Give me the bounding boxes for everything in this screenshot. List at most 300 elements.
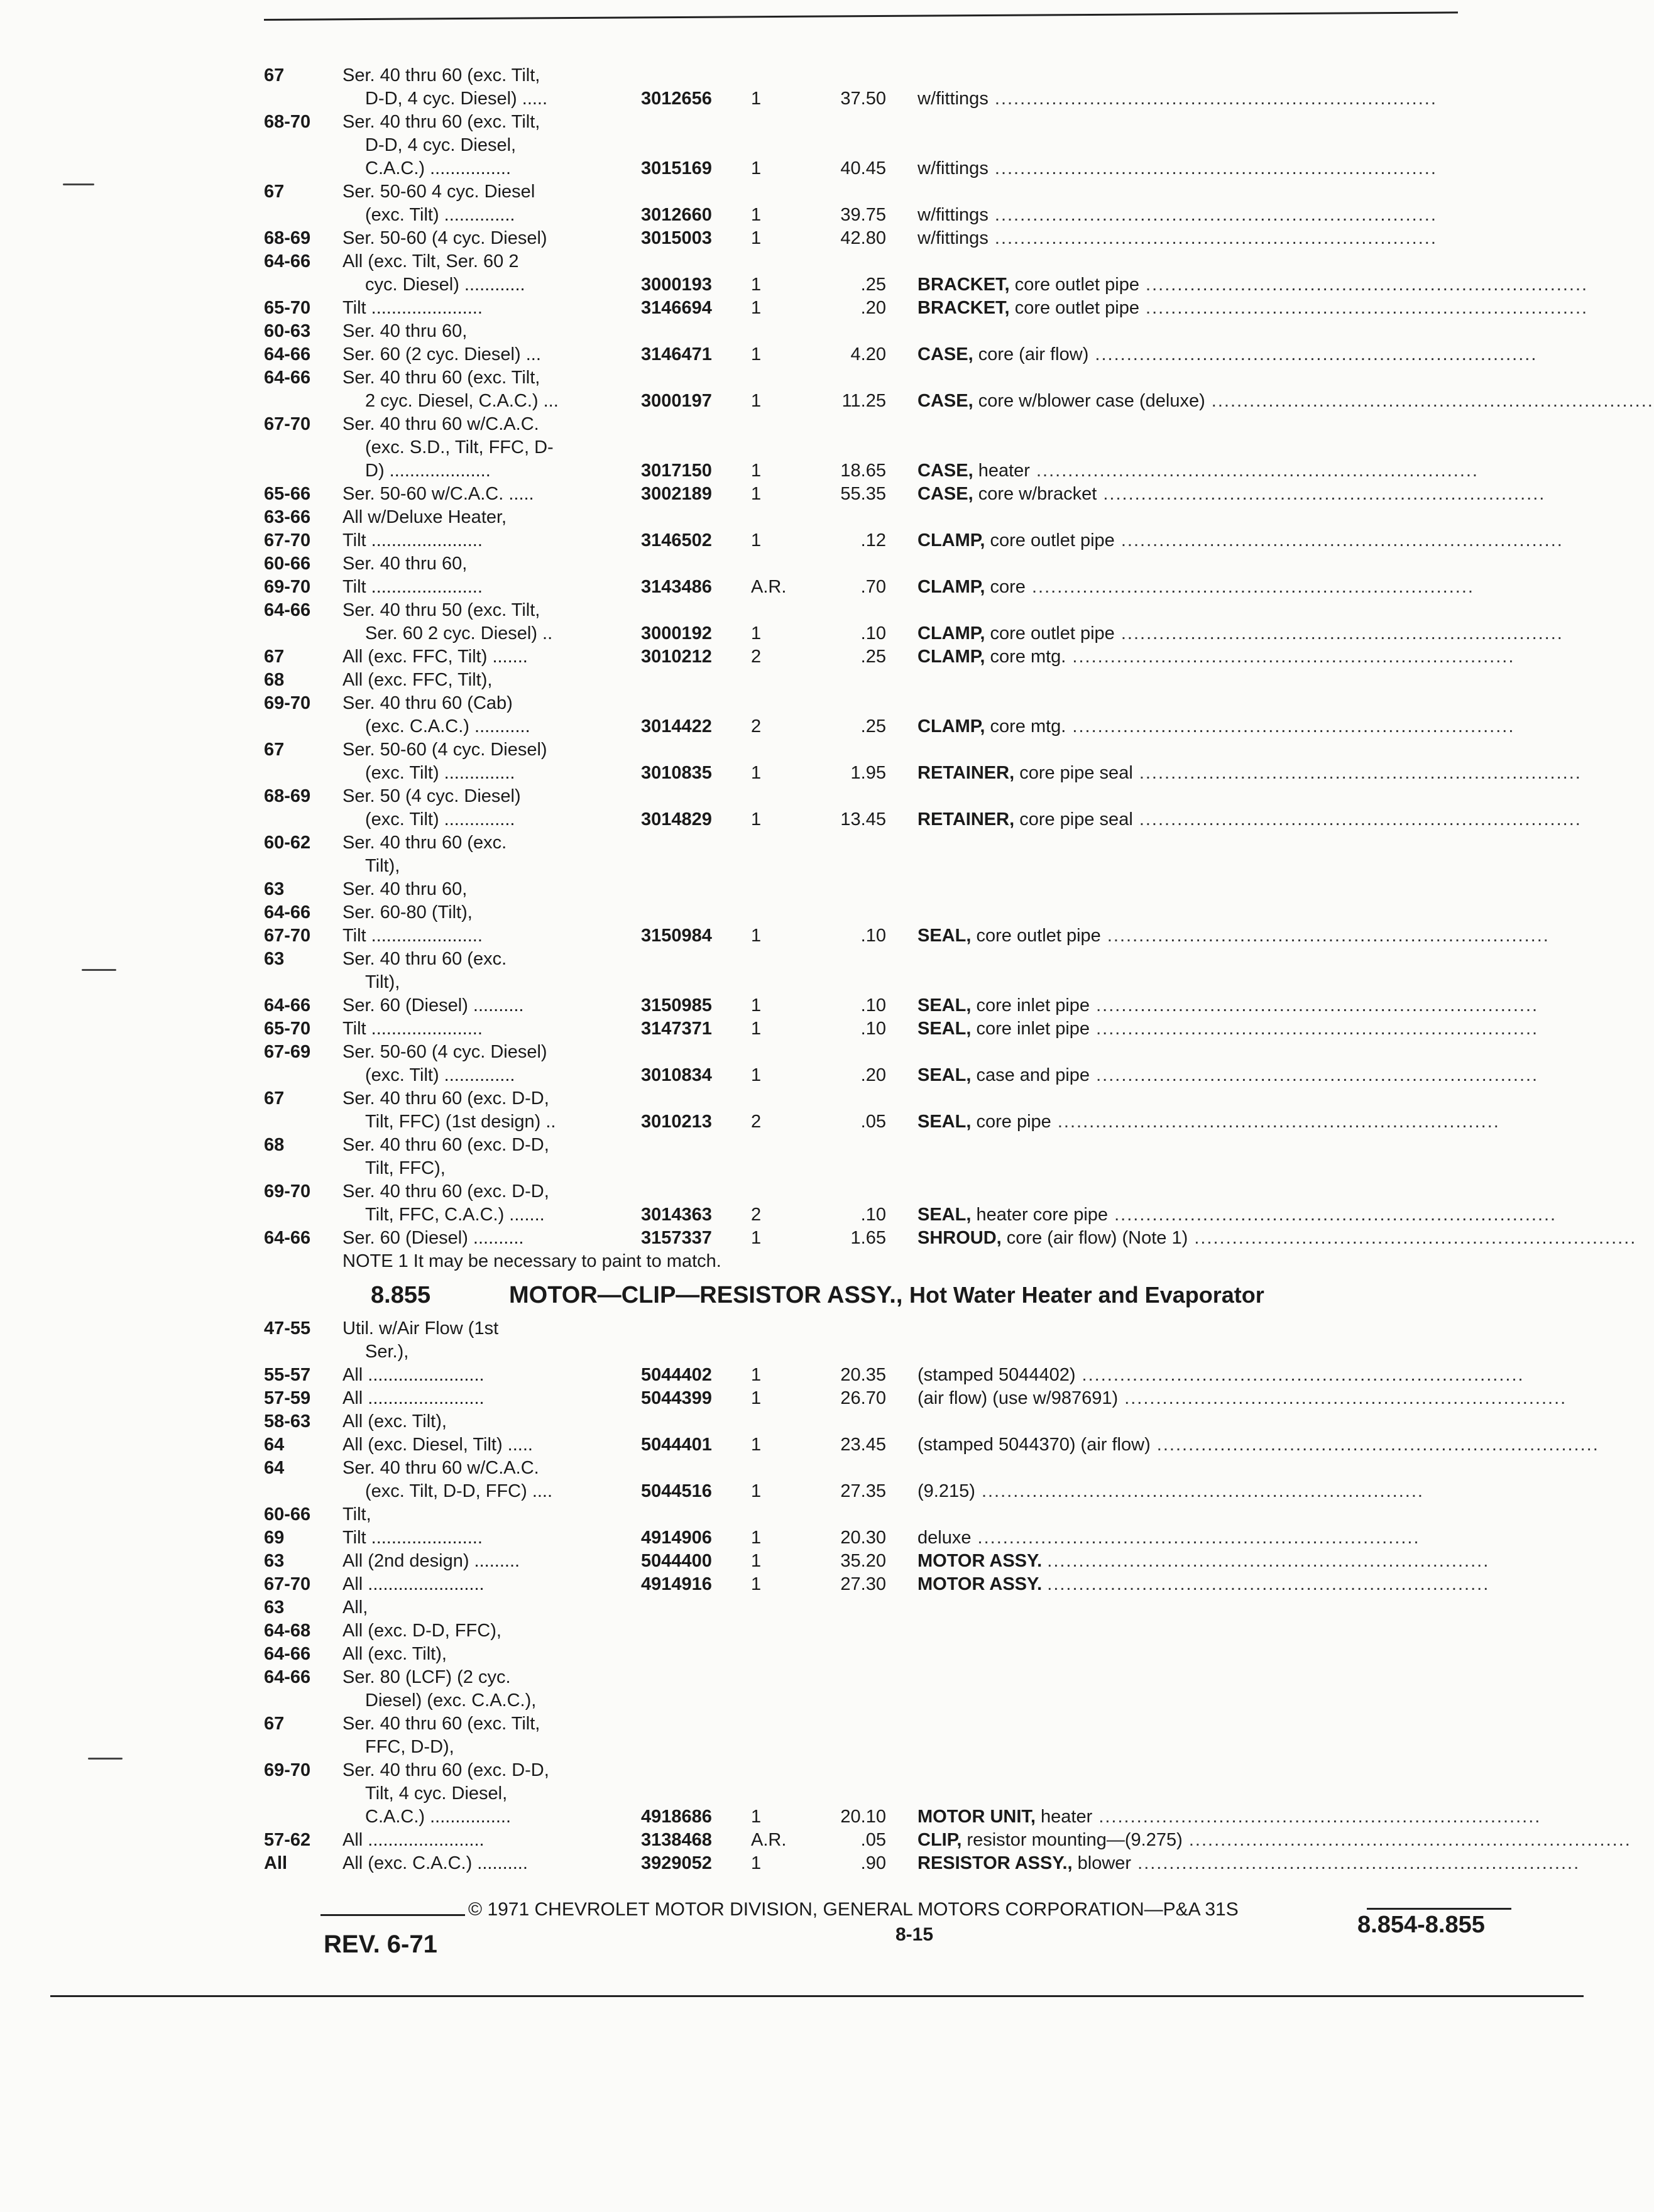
application-text: Ser. 40 thru 60 (Cab) bbox=[342, 693, 513, 713]
part-number-text: 3017150 bbox=[641, 461, 712, 481]
dot-leader: ...................................................................... bbox=[1188, 1228, 1637, 1248]
part-row bbox=[264, 1596, 1508, 1619]
application bbox=[342, 483, 672, 506]
dot-leader: ...................................................................... bbox=[1139, 275, 1589, 295]
quantity bbox=[751, 273, 795, 297]
dot-leader: ...................................................................... bbox=[1132, 809, 1582, 830]
part-number-text: 5044399 bbox=[641, 1388, 712, 1408]
application-text: (exc. Tilt, D-D, FFC) .... bbox=[365, 1481, 553, 1501]
model-years bbox=[264, 1619, 310, 1643]
model-years-text: 64-66 bbox=[264, 1228, 311, 1248]
quantity-text: 1 bbox=[751, 1807, 762, 1827]
application-text: (exc. C.A.C.) ........... bbox=[365, 716, 530, 736]
application bbox=[342, 1573, 672, 1596]
description bbox=[917, 87, 1502, 111]
dot-leader: ...................................................................... bbox=[1114, 530, 1564, 550]
application bbox=[342, 1619, 672, 1643]
price bbox=[817, 459, 886, 483]
part-number bbox=[641, 204, 735, 227]
model-years bbox=[264, 1643, 310, 1666]
part-name: BRACKET, bbox=[917, 275, 1010, 295]
model-years-text: 63 bbox=[264, 1551, 285, 1571]
quantity-text: 1 bbox=[751, 530, 762, 550]
application bbox=[342, 1134, 672, 1157]
application-text: Tilt ...................... bbox=[342, 530, 483, 550]
part-row bbox=[264, 1619, 1508, 1643]
model-years-text: 57-62 bbox=[264, 1830, 311, 1850]
quantity bbox=[751, 1852, 795, 1875]
dot-leader: ...................................................................... bbox=[1182, 1830, 1631, 1850]
application bbox=[342, 576, 672, 599]
model-years-text: 69-70 bbox=[264, 1760, 311, 1780]
model-years bbox=[264, 180, 284, 204]
part-qualifier: core outlet pipe bbox=[1014, 298, 1139, 318]
price bbox=[817, 1387, 886, 1410]
application-text: All ....................... bbox=[342, 1388, 485, 1408]
price-text: 1.95 bbox=[850, 763, 886, 783]
application-text: Ser. 40 thru 60 (exc. D-D, bbox=[342, 1181, 549, 1202]
price bbox=[817, 924, 886, 948]
part-row bbox=[264, 1387, 1567, 1410]
part-row bbox=[264, 204, 1508, 227]
part-row bbox=[264, 64, 1508, 87]
application-text: Ser. 60-80 (Tilt), bbox=[342, 902, 473, 923]
model-years-text: 64 bbox=[264, 1458, 285, 1478]
part-qualifier: heater bbox=[1041, 1807, 1093, 1827]
quantity-text: 1 bbox=[751, 1551, 762, 1571]
model-years-text: 63 bbox=[264, 1597, 285, 1618]
part-name: CLAMP, bbox=[917, 530, 985, 550]
quantity bbox=[751, 297, 795, 320]
dot-leader: ...................................................................... bbox=[1100, 926, 1550, 946]
part-name: SEAL, bbox=[917, 926, 972, 946]
part-row bbox=[264, 1782, 1508, 1805]
price bbox=[817, 1480, 886, 1503]
model-years bbox=[264, 738, 284, 762]
application bbox=[342, 1852, 672, 1875]
part-number bbox=[641, 924, 735, 948]
model-years-text: 60-66 bbox=[264, 1504, 311, 1525]
application bbox=[342, 1503, 672, 1526]
part-number-text: 3012656 bbox=[641, 89, 712, 109]
application-text: Ser. 60 (2 cyc. Diesel) ... bbox=[342, 344, 541, 364]
part-row bbox=[264, 785, 1508, 808]
part-number bbox=[641, 1203, 735, 1227]
part-row bbox=[264, 1227, 1637, 1250]
part-row bbox=[264, 738, 1508, 762]
part-name: SEAL, bbox=[917, 1065, 972, 1085]
price-text: 27.30 bbox=[840, 1574, 886, 1594]
part-qualifier: core w/bracket bbox=[978, 484, 1097, 504]
application-text: Ser. 60 (Diesel) .......... bbox=[342, 1228, 524, 1248]
application bbox=[342, 111, 672, 134]
dot-leader: ...................................................................... bbox=[975, 1481, 1424, 1501]
part-row bbox=[264, 1573, 1508, 1596]
part-row bbox=[264, 483, 1546, 506]
quantity-text: 1 bbox=[751, 995, 762, 1016]
quantity-text: 1 bbox=[751, 275, 762, 295]
model-years-text: 60-63 bbox=[264, 321, 311, 341]
application bbox=[342, 250, 672, 273]
part-row bbox=[264, 1503, 1508, 1526]
model-years-text: 60-62 bbox=[264, 833, 311, 853]
application bbox=[342, 1387, 672, 1410]
part-row bbox=[264, 459, 1508, 483]
price-text: .10 bbox=[860, 1019, 886, 1039]
price-text: .10 bbox=[860, 926, 886, 946]
application bbox=[342, 1041, 672, 1064]
dot-leader: ...................................................................... bbox=[971, 1528, 1420, 1548]
part-row bbox=[264, 1736, 1508, 1759]
model-years bbox=[264, 669, 284, 692]
quantity bbox=[751, 459, 795, 483]
dot-leader: ...................................................................... bbox=[1097, 484, 1546, 504]
application-text: All ....................... bbox=[342, 1365, 485, 1385]
application-text: cyc. Diesel) ............ bbox=[365, 275, 525, 295]
part-name: RETAINER, bbox=[917, 763, 1015, 783]
part-number bbox=[641, 1829, 735, 1852]
model-years-text: 60-66 bbox=[264, 554, 311, 574]
part-row bbox=[264, 1852, 1580, 1875]
part-qualifier: core inlet pipe bbox=[976, 995, 1090, 1016]
model-years bbox=[264, 1410, 310, 1433]
dot-leader: ...................................................................... bbox=[1090, 995, 1539, 1016]
model-years-text: 69 bbox=[264, 1528, 285, 1548]
description bbox=[917, 622, 1564, 645]
part-name: BRACKET, bbox=[917, 298, 1010, 318]
application bbox=[342, 1110, 672, 1134]
part-number bbox=[641, 1550, 735, 1573]
application-text: All (exc. FFC, Tilt), bbox=[342, 670, 493, 690]
application-text: D-D, 4 cyc. Diesel, bbox=[365, 135, 517, 155]
price bbox=[817, 273, 886, 297]
application-text: Ser. 80 (LCF) (2 cyc. bbox=[342, 1667, 511, 1687]
model-years bbox=[264, 1596, 284, 1619]
bottom-rule bbox=[50, 1995, 1584, 1997]
dot-leader: ...................................................................... bbox=[1114, 623, 1564, 643]
part-qualifier: (air flow) (use w/987691) bbox=[917, 1388, 1119, 1408]
model-years bbox=[264, 1829, 310, 1852]
quantity-text: 1 bbox=[751, 809, 762, 830]
application bbox=[342, 878, 672, 901]
model-years bbox=[264, 413, 310, 436]
application bbox=[342, 1087, 672, 1110]
part-row bbox=[264, 622, 1564, 645]
part-name: RESISTOR ASSY., bbox=[917, 1853, 1073, 1873]
price bbox=[817, 1017, 886, 1041]
dot-leader: ...................................................................... bbox=[988, 89, 1437, 109]
model-years-text: 65-66 bbox=[264, 484, 311, 504]
description bbox=[917, 1805, 1542, 1829]
part-name: CLAMP, bbox=[917, 647, 985, 667]
part-name: CLAMP, bbox=[917, 577, 985, 597]
application-text: Tilt), bbox=[365, 972, 400, 992]
binder-mark-3 bbox=[88, 1758, 123, 1760]
model-years bbox=[264, 506, 310, 529]
application bbox=[342, 413, 672, 436]
part-name: CASE, bbox=[917, 344, 973, 364]
price-text: .25 bbox=[860, 647, 886, 667]
binder-mark-1 bbox=[63, 183, 94, 185]
quantity bbox=[751, 87, 795, 111]
part-row bbox=[264, 529, 1564, 552]
application-text: Ser. 40 thru 60 (exc. bbox=[342, 949, 507, 969]
application-text: D) .................... bbox=[365, 461, 491, 481]
model-years bbox=[264, 1227, 310, 1250]
application-text: Ser. 40 thru 60 (exc. bbox=[342, 833, 507, 853]
price-text: .20 bbox=[860, 298, 886, 318]
model-years bbox=[264, 250, 310, 273]
price bbox=[817, 762, 886, 785]
model-years bbox=[264, 1550, 284, 1573]
application bbox=[342, 994, 672, 1017]
part-row bbox=[264, 111, 1508, 134]
application bbox=[342, 1157, 672, 1180]
price bbox=[817, 297, 886, 320]
price-text: 18.65 bbox=[840, 461, 886, 481]
part-number-text: 3143486 bbox=[641, 577, 712, 597]
price-text: 39.75 bbox=[840, 205, 886, 225]
price-text: 20.35 bbox=[840, 1365, 886, 1385]
quantity bbox=[751, 390, 795, 413]
price bbox=[817, 204, 886, 227]
quantity-text: 1 bbox=[751, 1481, 762, 1501]
price bbox=[817, 1227, 886, 1250]
part-qualifier: core inlet pipe bbox=[976, 1019, 1090, 1039]
model-years bbox=[264, 320, 310, 343]
application bbox=[342, 831, 672, 855]
application bbox=[342, 924, 672, 948]
quantity-text: 1 bbox=[751, 484, 762, 504]
part-name: SEAL, bbox=[917, 1205, 972, 1225]
description bbox=[917, 924, 1550, 948]
part-number-text: 3150984 bbox=[641, 926, 712, 946]
quantity bbox=[751, 808, 795, 831]
quantity bbox=[751, 483, 795, 506]
parts-table bbox=[264, 64, 1654, 1875]
application bbox=[342, 645, 672, 669]
price bbox=[817, 808, 886, 831]
application-text: Tilt), bbox=[365, 856, 400, 876]
part-number bbox=[641, 576, 735, 599]
application bbox=[342, 64, 672, 87]
part-row bbox=[264, 1317, 1508, 1340]
part-row bbox=[264, 1064, 1539, 1087]
quantity bbox=[751, 1550, 795, 1573]
part-name: SEAL, bbox=[917, 1019, 972, 1039]
part-row bbox=[264, 1805, 1542, 1829]
part-qualifier: core mtg. bbox=[990, 647, 1066, 667]
application bbox=[342, 506, 672, 529]
application-text: 2 cyc. Diesel, C.A.C.) ... bbox=[365, 391, 559, 411]
model-years-text: 64-66 bbox=[264, 368, 311, 388]
price-text: .10 bbox=[860, 995, 886, 1016]
dot-leader: ...................................................................... bbox=[1131, 1853, 1580, 1873]
application-text: All (exc. FFC, Tilt) ....... bbox=[342, 647, 528, 667]
part-number-text: 3014422 bbox=[641, 716, 712, 736]
dot-leader: ...................................................................... bbox=[1025, 577, 1474, 597]
section-8855-rows bbox=[264, 1317, 1631, 1875]
application-text: Ser. 60 2 cyc. Diesel) .. bbox=[365, 623, 553, 643]
application bbox=[342, 1317, 672, 1340]
quantity-text: 1 bbox=[751, 461, 762, 481]
price bbox=[817, 529, 886, 552]
price-text: .10 bbox=[860, 1205, 886, 1225]
part-name: CASE, bbox=[917, 461, 973, 481]
footer-right-rule bbox=[1367, 1908, 1511, 1910]
part-row bbox=[264, 1180, 1508, 1203]
quantity-text: 1 bbox=[751, 1528, 762, 1548]
model-years-text: 67-70 bbox=[264, 1574, 311, 1594]
price bbox=[817, 1805, 886, 1829]
application bbox=[342, 971, 672, 994]
quantity-text: 1 bbox=[751, 1388, 762, 1408]
section-range: 8.854-8.855 bbox=[1357, 1912, 1485, 1938]
model-years-text: 67-70 bbox=[264, 530, 311, 550]
quantity-text: 1 bbox=[751, 763, 762, 783]
part-number bbox=[641, 1387, 735, 1410]
part-qualifier: heater bbox=[978, 461, 1030, 481]
section-title bbox=[509, 1273, 1264, 1317]
application bbox=[342, 1017, 672, 1041]
part-row bbox=[264, 1643, 1508, 1666]
section-number: 8.855 bbox=[371, 1282, 431, 1308]
dot-leader: ...................................................................... bbox=[1118, 1388, 1567, 1408]
model-years-text: 65-70 bbox=[264, 298, 311, 318]
quantity-text: 1 bbox=[751, 1365, 762, 1385]
part-row bbox=[264, 1364, 1525, 1387]
quantity bbox=[751, 762, 795, 785]
top-rule bbox=[264, 11, 1458, 21]
application bbox=[342, 297, 672, 320]
application-text: Ser. 40 thru 60 (exc. D-D, bbox=[342, 1088, 549, 1109]
application-text: All ....................... bbox=[342, 1830, 485, 1850]
description bbox=[917, 204, 1502, 227]
application-text: Ser. 50-60 (4 cyc. Diesel) bbox=[342, 1042, 547, 1062]
quantity bbox=[751, 1203, 795, 1227]
quantity bbox=[751, 157, 795, 180]
part-row bbox=[264, 506, 1508, 529]
part-number-text: 3000197 bbox=[641, 391, 712, 411]
application-text: Tilt, 4 cyc. Diesel, bbox=[365, 1783, 508, 1804]
price bbox=[817, 1110, 886, 1134]
part-row bbox=[264, 994, 1539, 1017]
quantity-text: 2 bbox=[751, 647, 762, 667]
application bbox=[342, 552, 672, 576]
dot-leader: ...................................................................... bbox=[1092, 1807, 1542, 1827]
model-years bbox=[264, 948, 284, 971]
model-years-text: 67-70 bbox=[264, 414, 311, 434]
part-number-text: 3010212 bbox=[641, 647, 712, 667]
price bbox=[817, 622, 886, 645]
dot-leader: ...................................................................... bbox=[988, 158, 1437, 178]
part-number-text: 3000192 bbox=[641, 623, 712, 643]
part-row bbox=[264, 1157, 1508, 1180]
model-years bbox=[264, 552, 310, 576]
part-number-text: 3010834 bbox=[641, 1065, 712, 1085]
model-years-text: All bbox=[264, 1853, 288, 1873]
part-number bbox=[641, 645, 735, 669]
description bbox=[917, 1227, 1637, 1250]
application bbox=[342, 1203, 672, 1227]
application bbox=[342, 785, 672, 808]
application-text: All w/Deluxe Heater, bbox=[342, 507, 507, 527]
model-years bbox=[264, 1457, 284, 1480]
application-text: All (exc. Tilt), bbox=[342, 1644, 447, 1664]
part-row bbox=[264, 250, 1508, 273]
description bbox=[917, 343, 1538, 366]
price-text: 20.10 bbox=[840, 1807, 886, 1827]
model-years-text: 67 bbox=[264, 740, 285, 760]
part-number-text: 3014363 bbox=[641, 1205, 712, 1225]
quantity-text: A.R. bbox=[751, 577, 787, 597]
model-years bbox=[264, 64, 284, 87]
part-row bbox=[264, 552, 1508, 576]
part-row bbox=[264, 1134, 1508, 1157]
description bbox=[917, 808, 1582, 831]
quantity-text: 1 bbox=[751, 1435, 762, 1455]
model-years bbox=[264, 366, 310, 390]
model-years-text: 67-69 bbox=[264, 1042, 311, 1062]
part-row bbox=[264, 273, 1589, 297]
quantity-text: 2 bbox=[751, 716, 762, 736]
quantity-text: 1 bbox=[751, 89, 762, 109]
part-row bbox=[264, 157, 1508, 180]
model-years bbox=[264, 599, 310, 622]
model-years-text: 64-66 bbox=[264, 251, 311, 271]
part-number bbox=[641, 1526, 735, 1550]
part-number-text: 3150985 bbox=[641, 995, 712, 1016]
model-years bbox=[264, 994, 310, 1017]
price bbox=[817, 227, 886, 250]
description bbox=[917, 459, 1502, 483]
description bbox=[917, 529, 1564, 552]
part-number-text: 3014829 bbox=[641, 809, 712, 830]
part-qualifier: w/fittings bbox=[917, 205, 989, 225]
part-number bbox=[641, 459, 735, 483]
model-years-text: 63 bbox=[264, 949, 285, 969]
part-name: CASE, bbox=[917, 391, 973, 411]
part-number bbox=[641, 808, 735, 831]
model-years bbox=[264, 1317, 310, 1340]
price bbox=[817, 715, 886, 738]
application-text: (exc. S.D., Tilt, FFC, D- bbox=[365, 437, 554, 457]
part-row bbox=[264, 762, 1582, 785]
part-row bbox=[264, 808, 1582, 831]
model-years-text: 64-68 bbox=[264, 1621, 311, 1641]
part-row bbox=[264, 297, 1589, 320]
application-text: Tilt, FFC) (1st design) .. bbox=[365, 1112, 556, 1132]
quantity bbox=[751, 622, 795, 645]
part-row bbox=[264, 901, 1508, 924]
application-text: Ser. 50-60 (4 cyc. Diesel) bbox=[342, 740, 547, 760]
part-number-text: 4914906 bbox=[641, 1528, 712, 1548]
part-number bbox=[641, 297, 735, 320]
application bbox=[342, 436, 672, 459]
model-years bbox=[264, 1759, 310, 1782]
application bbox=[342, 1433, 672, 1457]
part-number bbox=[641, 1852, 735, 1875]
model-years-text: 67 bbox=[264, 1088, 285, 1109]
application bbox=[342, 1526, 672, 1550]
part-qualifier: core pipe seal bbox=[1019, 809, 1133, 830]
part-row bbox=[264, 855, 1508, 878]
part-row bbox=[264, 366, 1508, 390]
part-number bbox=[641, 1480, 735, 1503]
model-years bbox=[264, 529, 310, 552]
quantity-text: 1 bbox=[751, 228, 762, 248]
price bbox=[817, 1829, 886, 1852]
